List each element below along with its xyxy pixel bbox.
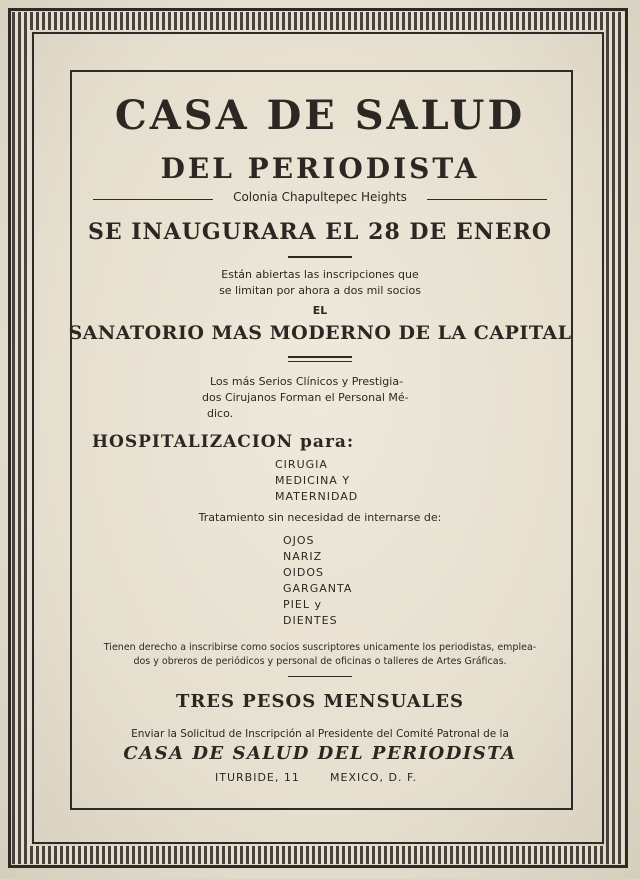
sanatorio-heading: SANATORIO MAS MODERNO DE LA CAPITAL (68, 322, 572, 344)
tratamiento-text: Tratamiento sin necesidad de internarse de: (198, 511, 442, 524)
title-line2: DEL PERIODISTA (160, 152, 480, 185)
divider (288, 676, 352, 677)
el-text: EL (312, 304, 328, 317)
staff-line1: Los más Serios Clínicos y Prestigia- (210, 375, 404, 388)
location-text: Colonia Chapultepec Heights (233, 190, 407, 204)
location-row (93, 190, 547, 208)
treat-item: DIENTES (283, 614, 338, 627)
rights-line2: dos y obreros de periódicos y personal de oficinas o talleres de Artes Gráficas. (133, 656, 507, 667)
treat-item: OJOS (283, 534, 315, 547)
divider (288, 361, 352, 362)
treat-item: PIEL y (283, 598, 322, 611)
rights-line1: Tienen derecho a inscribirse como socios suscriptores unicamente los periodistas, emplea- (103, 642, 537, 653)
send-instructions: Enviar la Solicitud de Inscripción al Presidente del Comité Patronal de la (131, 728, 509, 740)
hosp-item: MATERNIDAD (275, 490, 359, 503)
registration-line1: Están abiertas las inscripciones que (221, 268, 419, 281)
divider (288, 356, 352, 358)
staff-line3: dico. (207, 407, 234, 420)
right-rule (427, 199, 547, 200)
inauguration-heading: SE INAUGURARA EL 28 DE ENERO (87, 219, 553, 245)
hospitalizacion-heading: HOSPITALIZACION para: (92, 432, 355, 452)
address-street: ITURBIDE, 11 (215, 771, 300, 784)
footer-title: CASA DE SALUD DEL PERIODISTA (123, 743, 517, 764)
hosp-item: CIRUGIA (275, 458, 328, 471)
divider (288, 256, 352, 258)
treat-item: GARGANTA (283, 582, 353, 595)
hosp-item: MEDICINA Y (275, 474, 351, 487)
treat-item: OIDOS (283, 566, 325, 579)
registration-line2: se limitan por ahora a dos mil socios (219, 284, 421, 297)
treat-item: NARIZ (283, 550, 323, 563)
fee-heading: TRES PESOS MENSUALES (175, 691, 465, 712)
staff-line2: dos Cirujanos Forman el Personal Mé- (202, 391, 409, 404)
address-city: MEXICO, D. F. (330, 771, 418, 784)
title-line1: CASA DE SALUD (114, 92, 526, 139)
